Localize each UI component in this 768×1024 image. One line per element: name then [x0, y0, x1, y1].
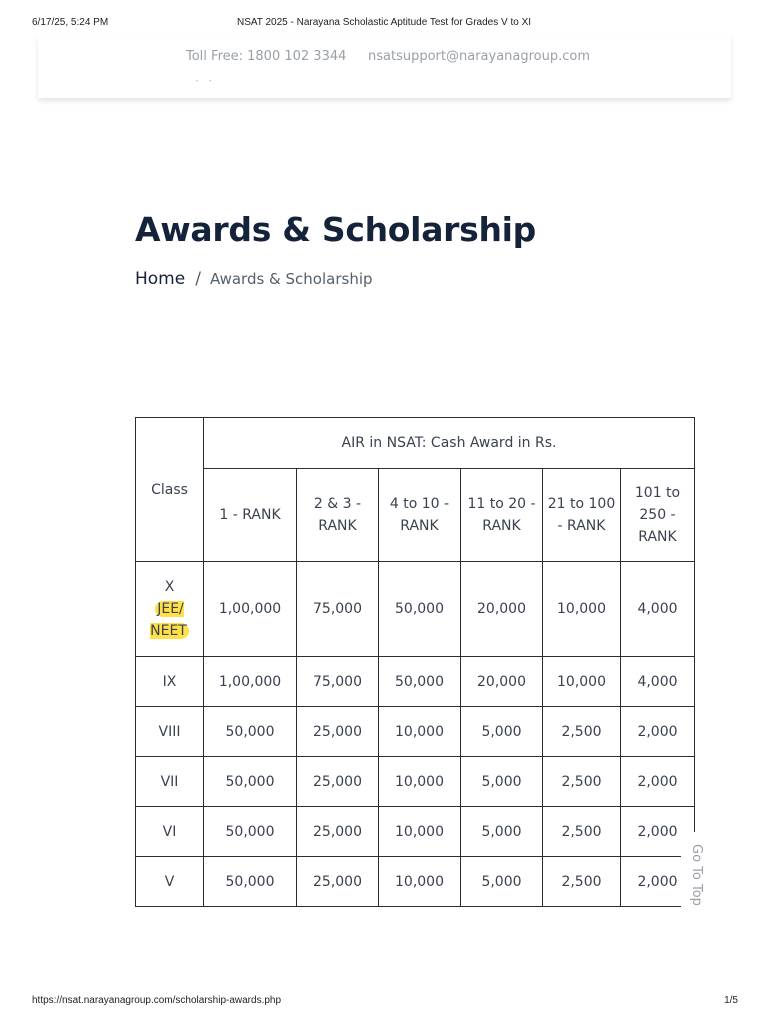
top-contact-bar [38, 36, 731, 98]
class-cell: VIII [136, 707, 204, 757]
table-row [136, 707, 695, 757]
award-cell: 4,000 [621, 562, 695, 657]
table-row [136, 807, 695, 857]
award-cell: 1,00,000 [204, 657, 297, 707]
award-cell: 10,000 [379, 707, 461, 757]
award-cell: 50,000 [204, 857, 297, 907]
print-page-number: 1/5 [724, 995, 738, 1006]
print-header [0, 15, 768, 31]
award-cell: 25,000 [297, 807, 379, 857]
award-cell: 50,000 [204, 807, 297, 857]
award-cell: 2,500 [543, 757, 621, 807]
award-cell: 2,000 [621, 857, 695, 907]
award-cell: 2,500 [543, 857, 621, 907]
print-url: https://nsat.narayanagroup.com/scholarship-awards.php [32, 995, 282, 1006]
award-cell: 20,000 [461, 657, 543, 707]
award-cell: 20,000 [461, 562, 543, 657]
class-cell: VII [136, 757, 204, 807]
table-header-row [136, 418, 695, 469]
rank-header: 101 to 250 - RANK [621, 469, 695, 562]
class-column-header: Class [136, 418, 204, 562]
award-cell: 2,000 [621, 707, 695, 757]
breadcrumb-home-link[interactable]: Home [135, 269, 186, 289]
award-cell: 10,000 [543, 562, 621, 657]
award-cell: 50,000 [379, 562, 461, 657]
table-row [136, 757, 695, 807]
table-row [136, 562, 695, 657]
award-cell: 50,000 [204, 757, 297, 807]
rank-header: 21 to 100 - RANK [543, 469, 621, 562]
rank-header: 11 to 20 - RANK [461, 469, 543, 562]
awards-table [135, 417, 695, 907]
rank-header: 4 to 10 - RANK [379, 469, 461, 562]
rank-header-row [136, 469, 695, 562]
table-row [136, 657, 695, 707]
page-title: Awards & Scholarship [135, 210, 537, 249]
cash-award-group-header: AIR in NSAT: Cash Award in Rs. [204, 418, 695, 469]
award-cell: 25,000 [297, 757, 379, 807]
award-cell: 25,000 [297, 857, 379, 907]
class-cell [136, 562, 204, 657]
class-cell: VI [136, 807, 204, 857]
award-cell: 50,000 [204, 707, 297, 757]
award-cell: 75,000 [297, 562, 379, 657]
print-footer [0, 995, 768, 1011]
toll-free-phone-link[interactable]: Toll Free: 1800 102 3344 [186, 49, 347, 64]
award-cell: 5,000 [461, 707, 543, 757]
award-cell: 10,000 [379, 807, 461, 857]
print-datetime: 6/17/25, 5:24 PM [32, 17, 109, 28]
print-document-title: NSAT 2025 - Narayana Scholastic Aptitude Test for Grades V to XI [236, 17, 532, 28]
go-to-top-button[interactable] [681, 832, 713, 910]
award-cell: 10,000 [543, 657, 621, 707]
award-cell: 50,000 [379, 657, 461, 707]
breadcrumb-separator: / [195, 269, 201, 289]
award-cell: 5,000 [461, 807, 543, 857]
class-label: X [164, 579, 175, 595]
award-cell: 25,000 [297, 707, 379, 757]
support-email-link[interactable]: nsatsupport@narayanagroup.com [368, 49, 591, 64]
award-cell: 5,000 [461, 757, 543, 807]
highlighted-text: JEE/ NEET [150, 601, 187, 639]
rank-header: 2 & 3 - RANK [297, 469, 379, 562]
award-cell: 4,000 [621, 657, 695, 707]
class-cell: V [136, 857, 204, 907]
award-cell: 2,500 [543, 707, 621, 757]
award-cell: 1,00,000 [204, 562, 297, 657]
award-cell: 10,000 [379, 857, 461, 907]
breadcrumb-current: Awards & Scholarship [209, 270, 373, 288]
class-label [138, 598, 201, 642]
table-row [136, 857, 695, 907]
award-cell: 75,000 [297, 657, 379, 707]
go-to-top-label: Go To Top [689, 844, 704, 906]
decorative-dots: • • [195, 78, 216, 85]
award-cell: 2,500 [543, 807, 621, 857]
rank-header: 1 - RANK [204, 469, 297, 562]
award-cell: 2,000 [621, 807, 695, 857]
breadcrumb [135, 269, 373, 289]
award-cell: 5,000 [461, 857, 543, 907]
class-cell: IX [136, 657, 204, 707]
award-cell: 10,000 [379, 757, 461, 807]
award-cell: 2,000 [621, 757, 695, 807]
